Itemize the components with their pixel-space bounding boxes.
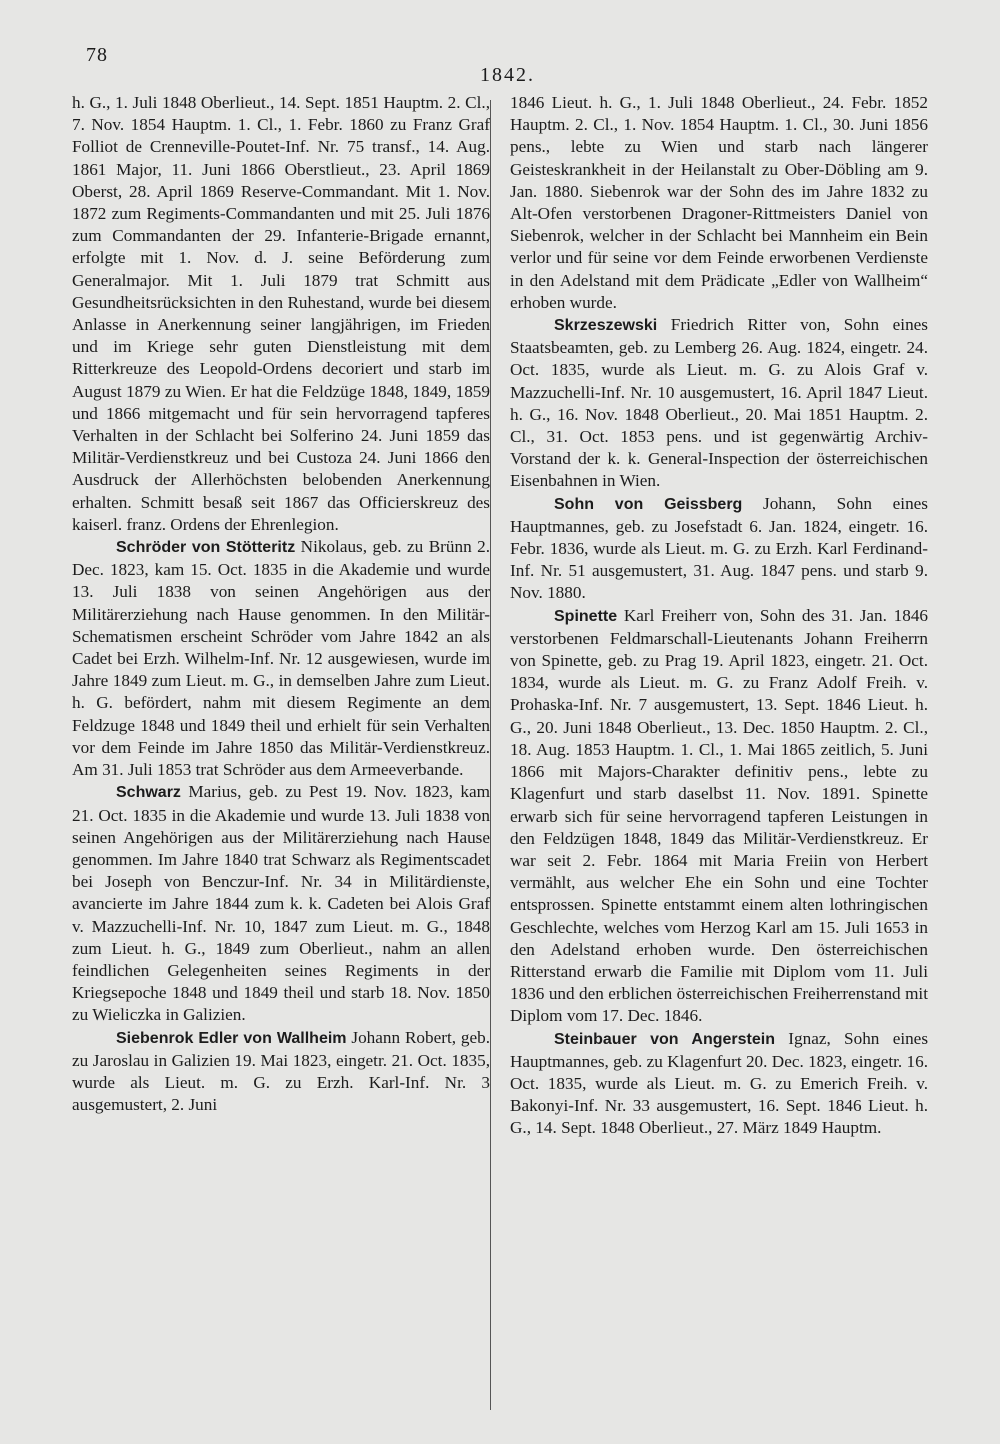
entry-name: Schröder von Stötteritz [116, 539, 296, 557]
entry-spinette [510, 605, 928, 1028]
left-column [72, 92, 490, 1412]
entry-continuation: 1846 Lieut. h. G., 1. Juli 1848 Oberlieut., 24. Febr. 1852 Hauptm. 2. Cl., 1. Nov. 1854 Hauptm. 1. Cl., 30. Juni 1856 pens., lebte zu Wien und starb nach längerer Geisteskrankheit in der Heilanstalt zu Ober-Döbling am 9. Jan. 1880. Siebenrok war der Sohn des im Jahre 1832 zu Alt-Ofen verstorbenen Dragoner-Rittmeisters Daniel von Siebenrok, welcher in der Schlacht bei Mannheim ein Bein verlor und für seine vor dem Feinde erworbenen Verdienste in den Adelstand mit dem Prädicate „Edler von Wallheim“ erhoben wurde. [510, 93, 928, 312]
entry-name: Skrzeszewski [554, 317, 658, 335]
entry-text: Nikolaus, geb. zu Brünn 2. Dec. 1823, kam 15. Oct. 1835 in die Akademie und wurde 13. Juli 1838 von seinen Angehörigen aus der Militärerziehung nach Hause genommen. In den Militär-Schematismen erscheint Schröder vom Jahre 1842 an als Cadet bei Erzh. Wilhelm-Inf. Nr. 12 ausgewiesen, wurde im Jahre 1849 zum Lieut. m. G., in demselben Jahre zum Lieut. h. G. befördert, nahm mit diesem Regimente an dem Feldzuge 1848 und 1849 theil und erhielt für sein Verhalten vor dem Feinde im Jahre 1850 das Militär-Verdienstkreuz. Am 31. Juli 1853 trat Schröder aus dem Armeeverbande. [72, 537, 490, 780]
running-head-year: 1842. [480, 64, 535, 86]
entry-siebenrok [72, 1027, 490, 1117]
entry-name: Spinette [554, 607, 618, 625]
entry-schwarz [72, 781, 490, 1026]
entry-text: Friedrich Ritter von, Sohn eines Staatsbeamten, geb. zu Lemberg 26. Aug. 1824, eingetr. 24. Oct. 1835, wurde als Lieut. m. G. zu Alois Graf v. Mazzuchelli-Inf. Nr. 10 ausgemustert, 16. April 1847 Lieut. h. G., 16. Nov. 1848 Oberlieut., 20. Mai 1851 Hauptm. 2. Cl., 31. Oct. 1853 pens. und ist gegenwärtig Archiv-Vorstand der k. k. General-Inspection der österreichischen Eisenbahnen in Wien. [510, 315, 928, 491]
entry-text: Johann Robert, geb. zu Jaroslau in Galizien 19. Mai 1823, eingetr. 21. Oct. 1835, wurde als Lieut. m. G. zu Erzh. Karl-Inf. Nr. 3 ausgemustert, 2. Juni [72, 1027, 490, 1115]
entry-text: Johann, Sohn eines Hauptmannes, geb. zu Josefstadt 6. Jan. 1824, eingetr. 16. Febr. 1836, wurde als Lieut. m. G. zu Erzh. Karl Ferdinand-Inf. Nr. 51 ausgemustert, 31. Aug. 1847 pens. und starb 9. Nov. 1880. [510, 493, 928, 603]
entry-skrzeszewski [510, 314, 928, 493]
entry-text: Marius, geb. zu Pest 19. Nov. 1823, kam 21. Oct. 1835 in die Akademie und wurde 13. Juli 1838 von seinen Angehörigen aus der Militärerziehung nach Hause genommen. Im Jahre 1840 trat Schwarz als Regimentscadet bei Joseph von Benczur-Inf. Nr. 34 in Militärdienste, avancierte im Jahre 1844 zum k. k. Cadeten bei Alois Graf v. Mazzuchelli-Inf. Nr. 10, 1847 zum Lieut. m. G., 1848 zum Lieut. h. G., 1849 zum Oberlieut., nahm an allen feindlichen Gelegenheiten seines Regiments in der Kriegsepoche 1848 und 1849 theil und starb 18. Nov. 1850 zu Wieliczka in Galizien. [72, 782, 490, 1025]
column-divider [490, 100, 491, 1410]
entry-name: Schwarz [116, 784, 181, 802]
entry-name: Siebenrok Edler von Wallheim [116, 1029, 347, 1047]
entry-schroeder [72, 536, 490, 781]
page-number: 78 [86, 44, 108, 66]
entry-text: Karl Freiherr von, Sohn des 31. Jan. 1846 verstorbenen Feldmarschall-Lieutenants Johann Freiherrn von Spinette, geb. zu Prag 19. April 1823, eingetr. 21. Oct. 1834, wurde als Lieut. m. G. zu Franz Adolf Freih. v. Prohaska-Inf. Nr. 7 ausgemustert, 13. Sept. 1846 Lieut. h. G., 20. Juni 1848 Oberlieut., 13. Dec. 1850 Hauptm. 2. Cl., 18. Aug. 1853 Hauptm. 1. Cl., 1. Mai 1865 zeitlich, 5. Juni 1866 mit Majors-Charakter definitiv pens., lebte zu Klagenfurt und starb daselbst 11. Nov. 1891. Spinette erwarb sich für seine hervorragend tapferen Leistungen in den Feldzügen 1848, 1849 das Militär-Verdienstkreuz. Er war seit 2. Febr. 1864 mit Maria Freiin von Herbert vermählt, aus welcher Ehe ein Sohn und eine Tochter entsprossen. Spinette entstammt einem alten lothringischen Geschlechte, welches vom Herzog Karl am 15. Juli 1653 in den Adelstand erhoben wurde. Den österreichischen Ritterstand erwarb die Familie mit Diplom vom 11. Juli 1836 und den erblichen österreichischen Freiherrenstand mit Diplom vom 17. Dec. 1846. [510, 605, 928, 1026]
entry-continuation: h. G., 1. Juli 1848 Oberlieut., 14. Sept. 1851 Hauptm. 2. Cl., 7. Nov. 1854 Hauptm. 1. Cl., 1. Febr. 1860 zu Franz Graf Folliot de Crenneville-Poutet-Inf. Nr. 75 transf., 14. Aug. 1861 Major, 11. Juni 1866 Oberstlieut., 23. April 1869 Oberst, 28. April 1869 Reserve-Commandant. Mit 1. Nov. 1872 zum Regiments-Commandanten und mit 25. Juli 1876 zum Commandanten der 29. Infanterie-Brigade ernannt, erfolgte mit 1. Nov. d. J. seine Beförderung zum Generalmajor. Mit 1. Juli 1879 trat Schmitt aus Gesundheitsrücksichten in den Ruhestand, wurde bei diesem Anlasse in Anerkennung seiner langjährigen, im Frieden und im Kriege sehr guten Dienstleistung mit dem Ritterkreuze des Leopold-Ordens decoriert und starb im August 1879 zu Wien. Er hat die Feldzüge 1848, 1849, 1859 und 1866 mitgemacht und für sein hervorragend tapferes Verhalten in der Schlacht bei Solferino 24. Juni 1859 das Militär-Verdienstkreuz und bei Custoza 24. Juni 1866 den Ausdruck der Allerhöchsten belobenden Anerkennung erhalten. Schmitt besaß seit 1867 das Officierskreuz des kaiserl. franz. Ordens der Ehrenlegion. [72, 93, 490, 534]
right-column [510, 92, 928, 1412]
entry-name: Sohn von Geissberg [554, 495, 743, 513]
entry-text: Ignaz, Sohn eines Hauptmannes, geb. zu Klagenfurt 20. Dec. 1823, eingetr. 16. Oct. 1835, wurde als Lieut. m. G. zu Emerich Freih. v. Bakonyi-Inf. Nr. 33 ausgemustert, 16. Sept. 1846 Lieut. h. G., 14. Sept. 1848 Oberlieut., 27. März 1849 Hauptm. [510, 1028, 928, 1138]
entry-steinbauer [510, 1028, 928, 1140]
entry-name: Steinbauer von Angerstein [554, 1030, 775, 1048]
entry-sohn-von-geissberg [510, 493, 928, 605]
